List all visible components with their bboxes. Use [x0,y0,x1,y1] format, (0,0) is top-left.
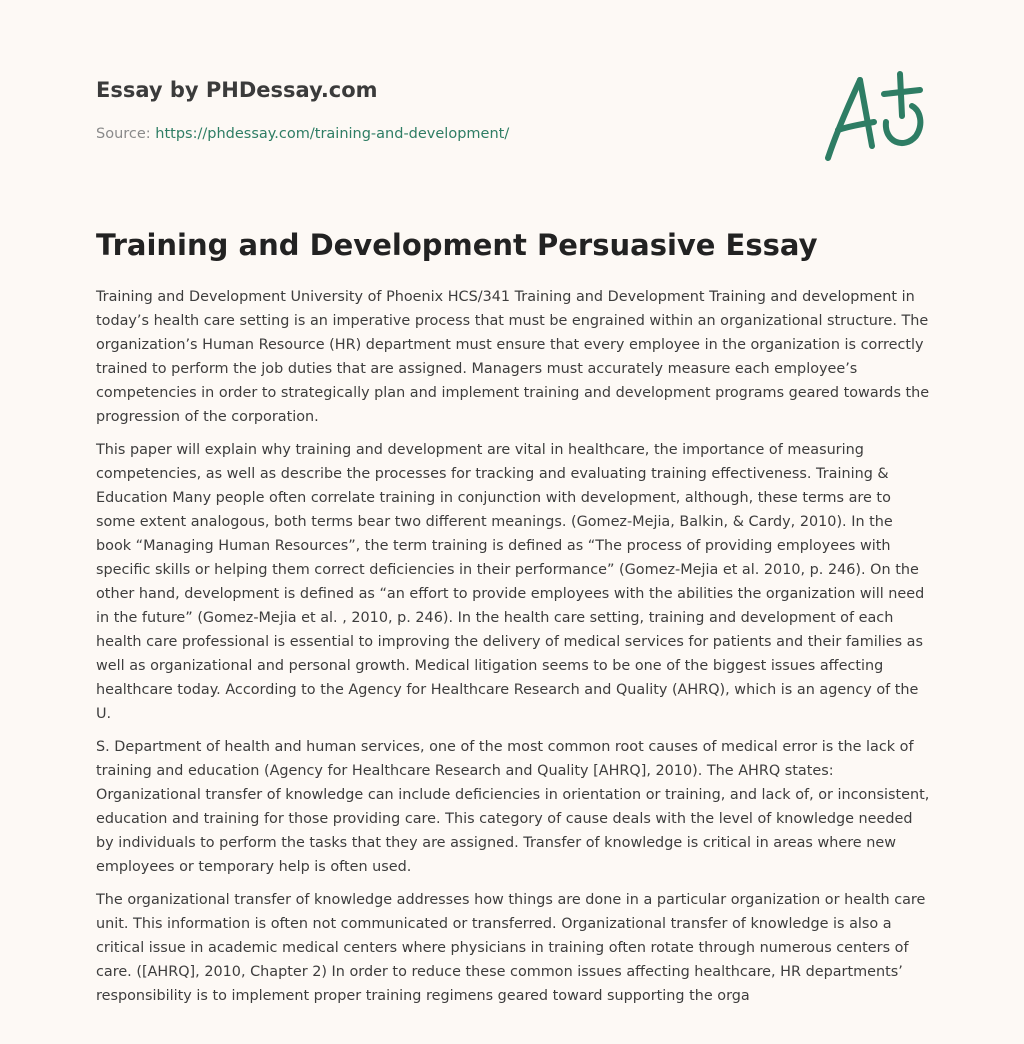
source-link[interactable]: https://phdessay.com/training-and-development/ [155,126,510,142]
source-line [96,124,796,144]
site-header [96,76,796,144]
paragraph: Training and Development University of Phoenix HCS/341 Training and Development Training and development in today’s health care setting is an imperative process that must be engrained within an organizational structure. The organization’s Human Resource (HR) department must ensure that every employee in the organization is correctly trained to perform the job duties that are assigned. Managers must accurately measure each employee’s competencies in order to strategically plan and implement training and development programs geared towards the progression of the corporation. [96,289,930,425]
a-plus-logo-icon [820,66,930,166]
brand-name: Essay by PHDessay.com [96,78,378,102]
paragraph: The organizational transfer of knowledge addresses how things are done in a particular organization or health care unit. This information is often not communicated or transferred. Organizational transfer of knowledge is also a critical issue in academic medical centers where physicians in training often rotate through numerous centers of care. ([AHRQ], 2010, Chapter 2) In order to reduce these common issues affecting healthcare, HR departments’ responsibility is to implement proper training regimens geared toward supporting the orga [96,892,926,1004]
paragraph: S. Department of health and human services, one of the most common root causes of medical error is the lack of training and education (Agency for Healthcare Research and Quality [AHRQ], 2010). The AHRQ states: Organizational transfer of knowledge can include deficiencies in orientation or training, and lack of, or inconsistent, education and training for those providing care. This category of cause deals with the level of knowledge needed by individuals to perform the tasks that they are assigned. Transfer of knowledge is critical in areas where new employees or temporary help is often used. [96,739,930,875]
essay-body [96,285,932,1017]
essay-title: Training and Development Persuasive Essay [96,228,818,262]
source-label: Source: [96,126,151,142]
paragraph: This paper will explain why training and development are vital in healthcare, the importance of measuring competencies, as well as describe the processes for tracking and evaluating training effectiveness. Training & Education Many people often correlate training in conjunction with development, although, these terms are to some extent analogous, both terms bear two different meanings. (Gomez-Mejia, Balkin, & Cardy, 2010). In the book “Managing Human Resources”, the term training is defined as “The process of providing employees with specific skills or helping them correct deficiencies in their performance” (Gomez-Mejia et al. 2010, p. 246). On the other hand, development is defined as “an effort to provide employees with the abilities the organization will need in the future” (Gomez-Mejia et al. , 2010, p. 246). In the health care setting, training and development of each health care professional is essential to improving the delivery of medical services for patients and their families as well as organizational and personal growth. Medical litigation seems to be one of the biggest issues affecting healthcare today. According to the Agency for Healthcare Research and Quality (AHRQ), which is an agency of the U. [96,442,925,722]
